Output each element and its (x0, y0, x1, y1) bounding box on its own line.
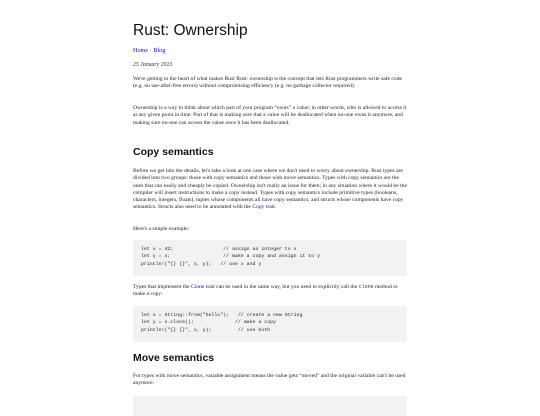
example-intro: Here's a simple example: (133, 226, 190, 232)
clone-paragraph-end: method to make a copy: (133, 284, 398, 298)
intro-paragraph-1: We're getting to the heart of what makes Rust Rust: ownership is the concept that lets Rust programmers write safe code (e.g. no use-after-free errors) without compromising efficiency (e.g. no garbage collector required). (133, 76, 402, 90)
breadcrumb (133, 47, 165, 54)
code-line: let x = 42; // assign an integer to x (141, 247, 297, 252)
code-block-clone (133, 306, 407, 342)
code-line: let x = String::from("hello"); // create a new String (141, 313, 303, 318)
clone-method-code: clone (358, 284, 374, 290)
copy-semantics-heading: Copy semantics (133, 146, 214, 158)
move-semantics-heading: Move semantics (133, 352, 215, 364)
intro-paragraph-2: Ownership is a way to think about which part of your program “owns” a value; in other words, who is allowed to access it at any given point in time. Part of that is making sure that a value will be deallocated when no-one owns it anymore, and making sure no-one can access the value once it has been deallocated. (133, 105, 407, 126)
code-block-copy (133, 240, 407, 276)
clone-paragraph (133, 284, 407, 299)
code-line: let y = x; // make a copy and assign it to y (141, 254, 321, 260)
copy-trait-link[interactable]: Copy (252, 204, 265, 211)
page-title: Rust: Ownership (133, 22, 248, 39)
breadcrumb-separator: · (149, 47, 152, 54)
blog-link[interactable]: Blog (153, 47, 166, 54)
copy-semantics-paragraph (133, 168, 407, 212)
code-line: println!("{} {}", x, y); // use both (141, 327, 271, 333)
home-link[interactable]: Home (133, 47, 149, 54)
copy-paragraph-end: trait. (264, 204, 277, 211)
copy-paragraph-text: Before we get into the details, let's take a look at one case where we don't need to worry about ownership. Rust types are divided into two groups: those with copy semantics and those with move semantics. Types with copy semantics are the ones that can easily and cheaply be copied. Ownership isn't really an issue for them; in any situation where it would be the compiler will insert instructions to make a copy instead. Types with copy semantics include primitive types (booleans, characters, integers, floats), tuples whose components all have copy semantics, and structs whose components have copy semantics. Structs also need to be annotated with the (133, 168, 407, 211)
post-date: 25 January 2023 (133, 62, 173, 68)
clone-paragraph-mid: trait can be used in the same way, but you need to explicitly call the (204, 284, 359, 290)
code-block-move (133, 396, 407, 416)
clone-trait-link[interactable]: Clone (191, 284, 205, 290)
code-line: println!("{} {}", x, y); // use x and y (141, 261, 262, 267)
code-line: let y = x.clone(); // make a copy (141, 320, 277, 326)
move-semantics-paragraph: For types with move semantics, variable assignment means the value gets “moved” and the original variable can't be used anymore: (133, 373, 406, 387)
clone-paragraph-start: Types that implement the (133, 284, 192, 290)
